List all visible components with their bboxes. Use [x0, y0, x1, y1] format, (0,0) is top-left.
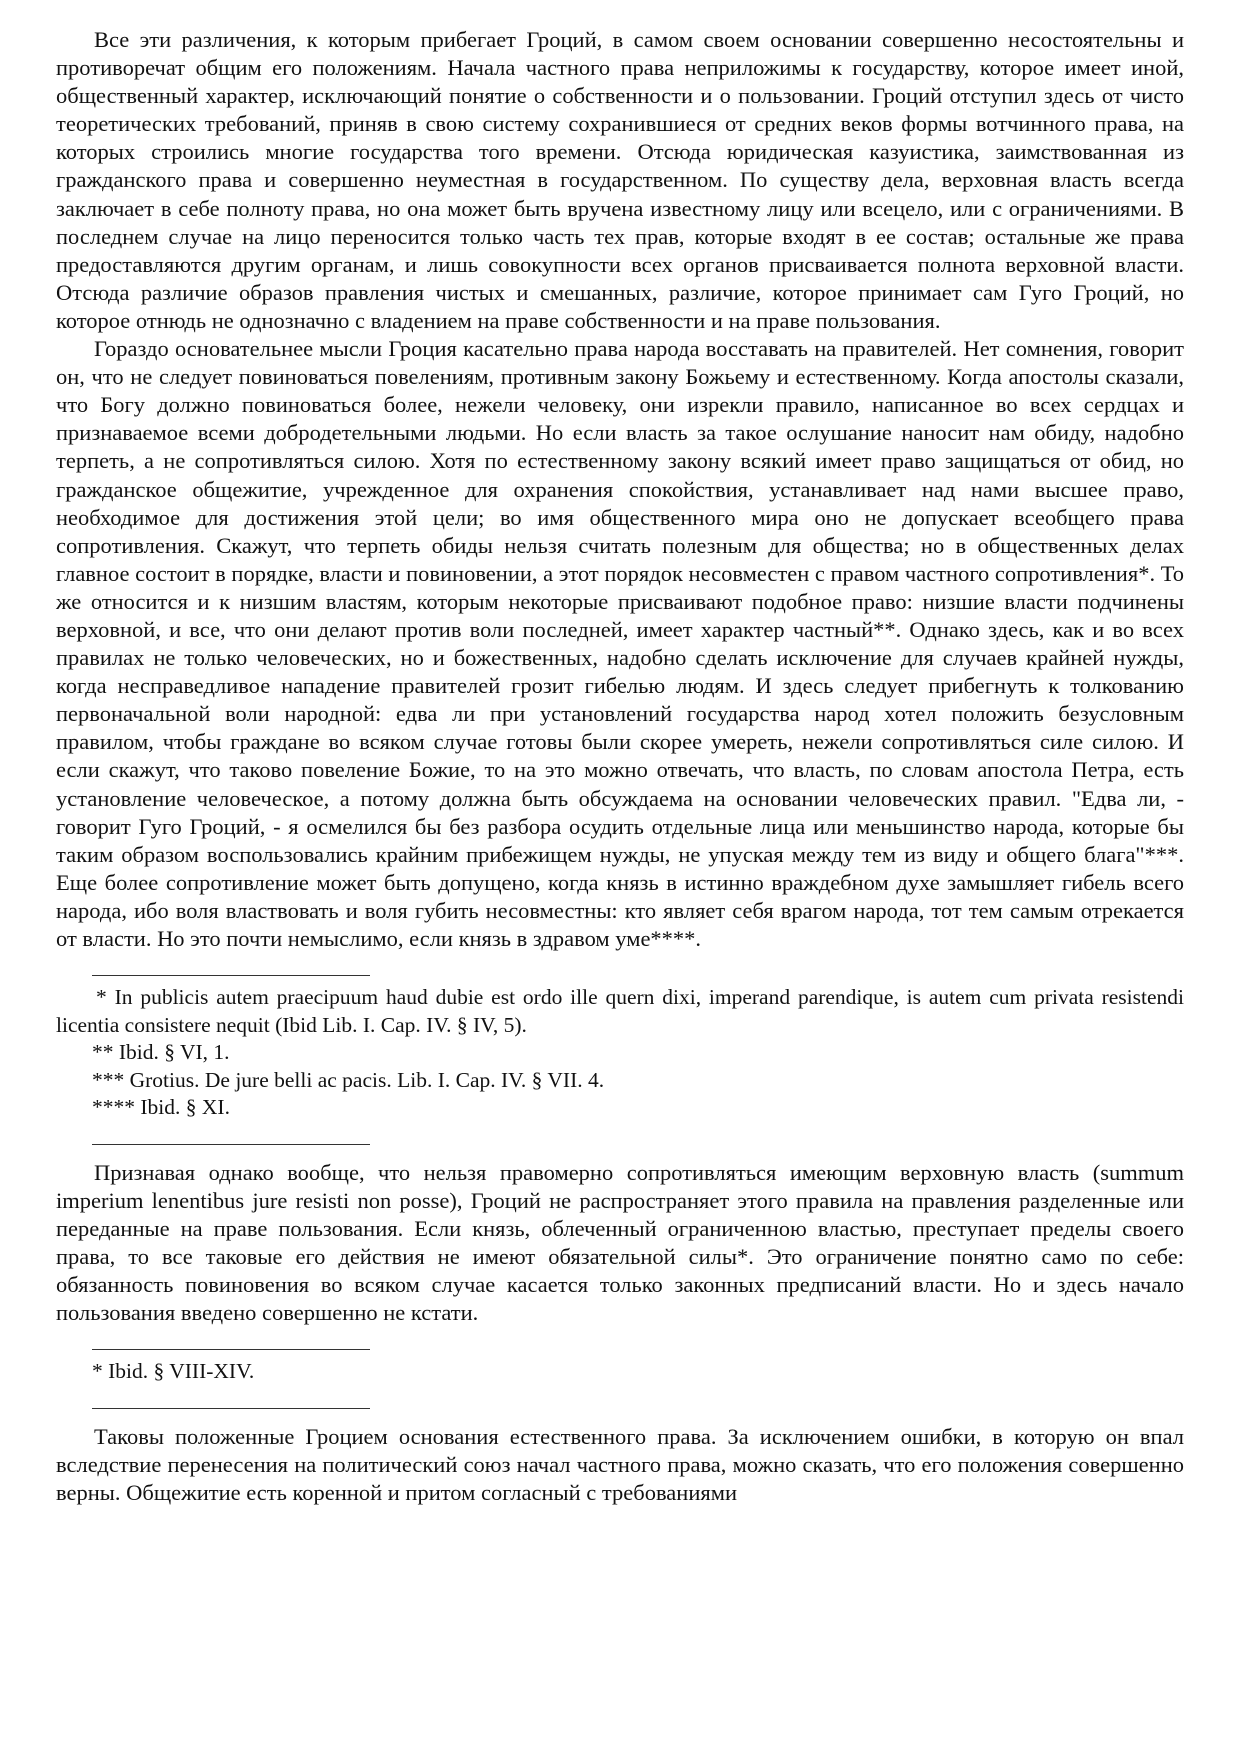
footnote-separator — [92, 975, 370, 976]
paragraph-limited-power: Признавая однако вообще, что нельзя правомерно сопротивляться имеющим верховную власть (summum imperium lenentibus jure resisti non posse), Гроций не распространяет этого правила на правления разделенные или переданные на праве пользования. Если князь, облеченный ограниченною властью, преступает пределы своего права, то все таковые его действия не имеют обязательной силы*. Это ограничение понятно само по себе: обязанность повиновения во всяком случае касается только законных предписаний власти. Но и здесь начало пользования введено совершенно не кстати. — [56, 1159, 1184, 1326]
paragraph-differences: Все эти различения, к которым прибегает Гроций, в самом своем основании совершенно несостоятельны и противоречат общим его положениям. Начала частного права неприложимы к государству, которое имеет иной, общественный характер, исключающий понятие о собственности и о пользовании. Гроций отступил здесь от чисто теоретических требований, приняв в свою систему сохранившиеся от средних веков формы вотчинного права, на которых строились многие государства того времени. Отсюда юридическая казуистика, заимствованная из гражданского права и совершенно неуместная в государственном. По существу дела, верховная власть всегда заключает в себе полноту права, но она может быть вручена известному лицу или всецело, или с ограничениями. В последнем случае на лицо переносится только часть тех прав, которые входят в ее состав; остальные же права предоставляются другим органам, и лишь совокупности всех органов присваивается полнота верховной власти. Отсюда различие образов правления чистых и смешанных, различие, которое принимает сам Гуго Гроций, но которое отнюдь не однозначно с владением на праве собственности и на праве пользования. — [56, 27, 1184, 333]
footnote-3: *** Grotius. De jure belli ac pacis. Lib. I. Cap. IV. § VII. 4. — [92, 1067, 605, 1092]
footnote-separator — [92, 1349, 370, 1350]
footnote-4: **** Ibid. § XI. — [92, 1095, 230, 1120]
paragraph-natural-law-foundations: Таковы положенные Гроцием основания естественного права. За исключением ошибки, в которую он впал вследствие перенесения на политический союз начал частного права, можно сказать, что его положения совершенно верны. Общежитие есть коренной и притом согласный с требованиями — [56, 1423, 1184, 1505]
footnote-1: * In publicis autem praecipuum haud dubie est ordo ille quern dixi, imperand parendique, is autem cum privata resistendi licentia consistere nequit (Ibid Lib. I. Cap. IV. § IV, 5). — [56, 985, 1184, 1037]
footnote-5: * Ibid. § VIII-XIV. — [92, 1359, 255, 1384]
footnote-separator — [92, 1408, 370, 1409]
footnote-2: ** Ibid. § VI, 1. — [92, 1040, 230, 1065]
footnote-separator — [92, 1144, 370, 1145]
paragraph-right-of-resistance: Гораздо основательнее мысли Гроция касательно права народа восставать на правителей. Нет сомнения, говорит он, что не следует повиноваться повелениям, противным закону Божьему и естественному. Когда апостолы сказали, что Богу должно повиноваться более, нежели человеку, они изрекли правило, написанное во всех сердцах и признаваемое всеми добродетельными людьми. Но если власть за такое ослушание наносит нам обиду, надобно терпеть, а не сопротивляться силою. Хотя по естественному закону всякий имеет право защищаться от обид, но гражданское общежитие, учрежденное для охранения спокойствия, устанавливает над нами высшее право, необходимое для достижения этой цели; во имя общественного мира оно не допускает всеобщего права сопротивления. Скажут, что терпеть обиды нельзя считать полезным для общества; но в общественных делах главное состоит в порядке, власти и повиновении, а этот порядок несовместен с правом частного сопротивления*. То же относится и к низшим властям, которым некоторые присваивают подобное право: низшие власти подчинены верховной, и все, что они делают против воли последней, имеет характер частный**. Однако здесь, как и во всех правилах не только человеческих, но и божественных, надобно сделать исключение для случаев крайней нужды, когда несправедливое нападение правителей грозит гибелью людям. И здесь следует прибегнуть к толкованию первоначальной воли народной: едва ли при установлений государства народ хотел положить безусловным правилом, чтобы граждане во всяком случае готовы были скорее умереть, нежели сопротивляться силе силою. И если скажут, что таково повеление Божие, то на это можно отвечать, что власть, по словам апостола Петра, есть установление человеческое, а потому должна быть обсуждаема на основании человеческих правил. "Едва ли, - говорит Гуго Гроций, - я осмелился бы без разбора осудить отдельные лица или меньшинство народа, которые бы таким образом воспользовались крайним прибежищем нужды, не упуская между тем из виду и общего блага"***. Еще более сопротивление может быть допущено, когда князь в истинно враждебном духе замышляет гибель всего народа, ибо воля властвовать и воля губить несовместны: кто являет себя врагом народа, тот тем самым отрекается от власти. Но это почти немыслимо, если князь в здравом уме****. — [56, 336, 1184, 951]
